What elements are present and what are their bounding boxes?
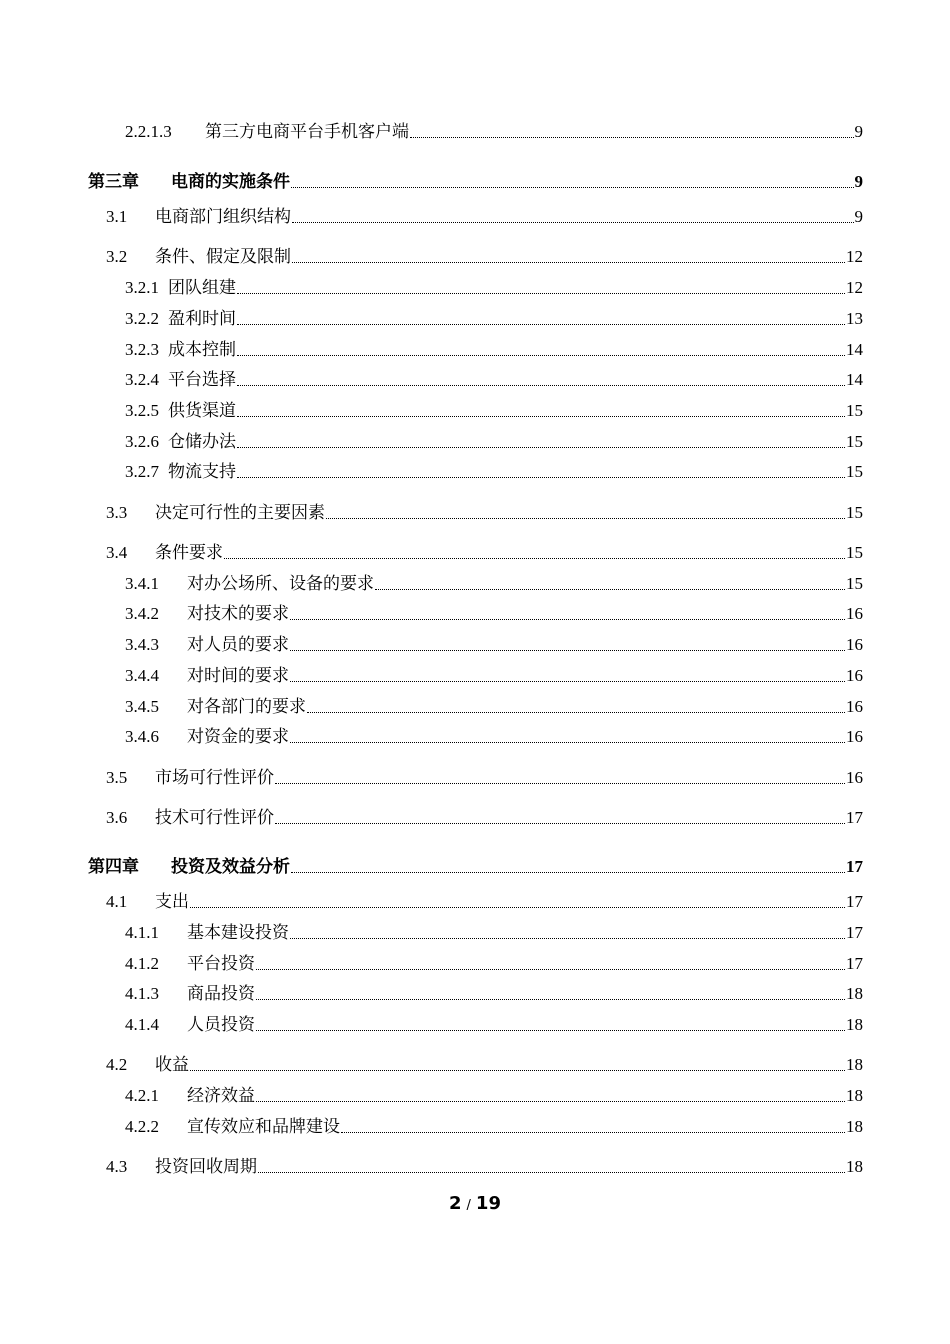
toc-entry[interactable] — [125, 982, 863, 1006]
toc-entry-page: 18 — [846, 1015, 863, 1034]
toc-entry-title: 市场可行性评价 — [155, 768, 274, 787]
toc-entry-title: 经济效益 — [187, 1086, 255, 1105]
dot-leader — [341, 1132, 845, 1133]
toc-entry[interactable] — [125, 1013, 863, 1037]
toc-entry-page: 18 — [846, 984, 863, 1003]
toc-entry-page: 16 — [846, 768, 863, 787]
dot-leader — [258, 1172, 845, 1173]
toc-entry-title: 投资及效益分析 — [171, 857, 290, 876]
toc-entry-number: 3.1 — [106, 207, 128, 226]
toc-entry[interactable] — [125, 952, 863, 976]
toc-entry-number: 3.2 — [106, 247, 128, 266]
toc-entry-number: 第四章 — [88, 857, 139, 876]
toc-entry-number: 3.4.4 — [125, 666, 159, 685]
toc-entry-page: 16 — [846, 697, 863, 716]
toc-entry[interactable] — [125, 460, 863, 484]
dot-leader — [237, 447, 845, 448]
toc-entry-number: 3.4.1 — [125, 574, 159, 593]
toc-entry-page: 14 — [846, 370, 863, 389]
toc-entry-page: 18 — [846, 1086, 863, 1105]
dot-leader — [292, 262, 845, 263]
toc-entry[interactable] — [125, 695, 863, 719]
toc-entry[interactable] — [125, 572, 863, 596]
toc-entry-title: 对办公场所、设备的要求 — [187, 574, 374, 593]
toc-entry-title: 物流支持 — [168, 462, 236, 481]
dot-leader — [326, 518, 845, 519]
toc-entry[interactable] — [125, 633, 863, 657]
toc-chapter-entry[interactable] — [88, 855, 863, 879]
toc-entry-number: 3.4.3 — [125, 635, 159, 654]
toc-chapter-entry[interactable] — [88, 170, 863, 194]
dot-leader — [292, 222, 854, 223]
toc-entry[interactable] — [106, 1053, 863, 1077]
toc-entry-number: 3.3 — [106, 503, 128, 522]
toc-entry[interactable] — [125, 430, 863, 454]
toc-entry[interactable] — [106, 501, 863, 525]
toc-entry-page: 16 — [846, 666, 863, 685]
dot-leader — [237, 355, 845, 356]
dot-leader — [375, 589, 845, 590]
toc-entry-number: 3.2.6 — [125, 432, 159, 451]
toc-entry[interactable] — [125, 276, 863, 300]
toc-entry-page: 15 — [846, 462, 863, 481]
toc-entry-page: 16 — [846, 635, 863, 654]
dot-leader — [190, 907, 845, 908]
toc-entry-page: 15 — [846, 432, 863, 451]
toc-entry-number: 3.4 — [106, 543, 128, 562]
toc-entry-title: 投资回收周期 — [155, 1157, 257, 1176]
toc-entry-number: 4.1 — [106, 892, 128, 911]
toc-entry-title: 人员投资 — [187, 1015, 255, 1034]
toc-entry[interactable] — [106, 766, 863, 790]
dot-leader — [290, 742, 845, 743]
dot-leader — [290, 938, 845, 939]
toc-entry-page: 18 — [846, 1055, 863, 1074]
toc-entry-page: 17 — [846, 808, 863, 827]
dot-leader — [237, 324, 845, 325]
dot-leader — [290, 681, 845, 682]
toc-entry-page: 15 — [846, 574, 863, 593]
toc-entry-number: 3.4.6 — [125, 727, 159, 746]
toc-entry-page: 17 — [846, 857, 863, 876]
toc-entry-title: 电商的实施条件 — [171, 172, 290, 191]
dot-leader — [237, 477, 845, 478]
dot-leader — [291, 187, 854, 188]
toc-entry-number: 3.2.4 — [125, 370, 159, 389]
toc-entry-title: 基本建设投资 — [187, 923, 289, 942]
toc-entry-page: 15 — [846, 401, 863, 420]
toc-entry-number: 3.2.7 — [125, 462, 159, 481]
dot-leader — [237, 385, 845, 386]
toc-entry-title: 盈利时间 — [168, 309, 236, 328]
dot-leader — [275, 783, 845, 784]
toc-entry-page: 18 — [846, 1157, 863, 1176]
toc-entry-number: 4.1.4 — [125, 1015, 159, 1034]
current-page-number: 2 — [449, 1193, 462, 1214]
toc-entry-number: 第三章 — [88, 172, 139, 191]
dot-leader — [290, 650, 845, 651]
toc-entry-number: 3.2.1 — [125, 278, 159, 297]
toc-entry-title: 条件要求 — [155, 543, 223, 562]
toc-entry-page: 16 — [846, 727, 863, 746]
toc-entry-number: 2.2.1.3 — [125, 122, 172, 141]
toc-entry-title: 平台投资 — [187, 954, 255, 973]
dot-leader — [410, 137, 854, 138]
toc-entry-title: 条件、假定及限制 — [155, 247, 291, 266]
toc-entry-title: 商品投资 — [187, 984, 255, 1003]
dot-leader — [307, 712, 845, 713]
total-page-count: 19 — [475, 1193, 501, 1214]
toc-entry-title: 对技术的要求 — [187, 604, 289, 623]
toc-entry-number: 3.4.5 — [125, 697, 159, 716]
toc-entry-number: 3.2.3 — [125, 340, 159, 359]
toc-entry[interactable] — [125, 399, 863, 423]
toc-entry-title: 平台选择 — [168, 370, 236, 389]
toc-entry-page: 9 — [854, 172, 863, 191]
toc-entry[interactable] — [125, 338, 863, 362]
toc-entry-page: 12 — [846, 278, 863, 297]
toc-entry[interactable] — [106, 890, 863, 914]
toc-entry[interactable] — [106, 541, 863, 565]
dot-leader — [256, 969, 845, 970]
toc-entry-number: 3.6 — [106, 808, 128, 827]
toc-entry[interactable] — [106, 205, 863, 229]
toc-entry-number: 4.1.1 — [125, 923, 159, 942]
toc-entry[interactable] — [106, 806, 863, 830]
dot-leader — [275, 823, 845, 824]
toc-entry-title: 成本控制 — [168, 340, 236, 359]
toc-entry-number: 3.5 — [106, 768, 128, 787]
toc-entry-title: 收益 — [155, 1055, 189, 1074]
toc-entry-number: 4.2 — [106, 1055, 128, 1074]
toc-entry-number: 4.2.2 — [125, 1117, 159, 1136]
toc-entry-page: 12 — [846, 247, 863, 266]
toc-entry[interactable] — [125, 664, 863, 688]
toc-entry-title: 供货渠道 — [168, 401, 236, 420]
toc-entry-page: 17 — [846, 923, 863, 942]
toc-entry-number: 4.3 — [106, 1157, 128, 1176]
dot-leader — [256, 1030, 845, 1031]
toc-entry[interactable] — [125, 1115, 863, 1139]
toc-entry[interactable] — [106, 1155, 863, 1179]
toc-entry-title: 团队组建 — [168, 278, 236, 297]
toc-entry-number: 3.4.2 — [125, 604, 159, 623]
toc-entry[interactable] — [125, 921, 863, 945]
toc-entry-page: 9 — [854, 122, 863, 141]
toc-entry-page: 15 — [846, 543, 863, 562]
toc-entry-title: 决定可行性的主要因素 — [155, 503, 325, 522]
page-separator: / — [466, 1198, 471, 1213]
toc-entry[interactable] — [125, 725, 863, 749]
toc-entry-title: 对人员的要求 — [187, 635, 289, 654]
dot-leader — [237, 416, 845, 417]
toc-entry[interactable] — [125, 1084, 863, 1108]
dot-leader — [256, 1101, 845, 1102]
toc-entry-title: 电商部门组织结构 — [155, 207, 291, 226]
toc-entry-title: 对各部门的要求 — [187, 697, 306, 716]
dot-leader — [290, 619, 845, 620]
toc-entry-number: 4.2.1 — [125, 1086, 159, 1105]
toc-entry[interactable] — [106, 245, 863, 269]
toc-entry-page: 18 — [846, 1117, 863, 1136]
toc-entry-title: 对时间的要求 — [187, 666, 289, 685]
toc-entry-title: 支出 — [155, 892, 189, 911]
toc-entry-page: 13 — [846, 309, 863, 328]
page-number-footer — [0, 1193, 950, 1214]
toc-entry-title: 对资金的要求 — [187, 727, 289, 746]
toc-entry-page: 16 — [846, 604, 863, 623]
toc-entry-number: 3.2.5 — [125, 401, 159, 420]
toc-entry-number: 3.2.2 — [125, 309, 159, 328]
toc-entry-title: 第三方电商平台手机客户端 — [205, 122, 409, 141]
toc-entry-page: 17 — [846, 954, 863, 973]
toc-entry-page: 14 — [846, 340, 863, 359]
toc-entry[interactable] — [125, 368, 863, 392]
toc-entry-page: 17 — [846, 892, 863, 911]
dot-leader — [190, 1070, 845, 1071]
toc-entry-title: 技术可行性评价 — [155, 808, 274, 827]
dot-leader — [256, 999, 845, 1000]
toc-entry-number: 4.1.2 — [125, 954, 159, 973]
toc-entry[interactable] — [125, 307, 863, 331]
toc-entry-number: 4.1.3 — [125, 984, 159, 1003]
dot-leader — [237, 293, 845, 294]
toc-entry-page: 15 — [846, 503, 863, 522]
dot-leader — [291, 872, 845, 873]
toc-entry[interactable] — [125, 602, 863, 626]
toc-entry-title: 宣传效应和品牌建设 — [187, 1117, 340, 1136]
toc-entry-page: 9 — [854, 207, 863, 226]
toc-entry[interactable] — [125, 120, 863, 144]
toc-entry-title: 仓储办法 — [168, 432, 236, 451]
dot-leader — [224, 558, 845, 559]
